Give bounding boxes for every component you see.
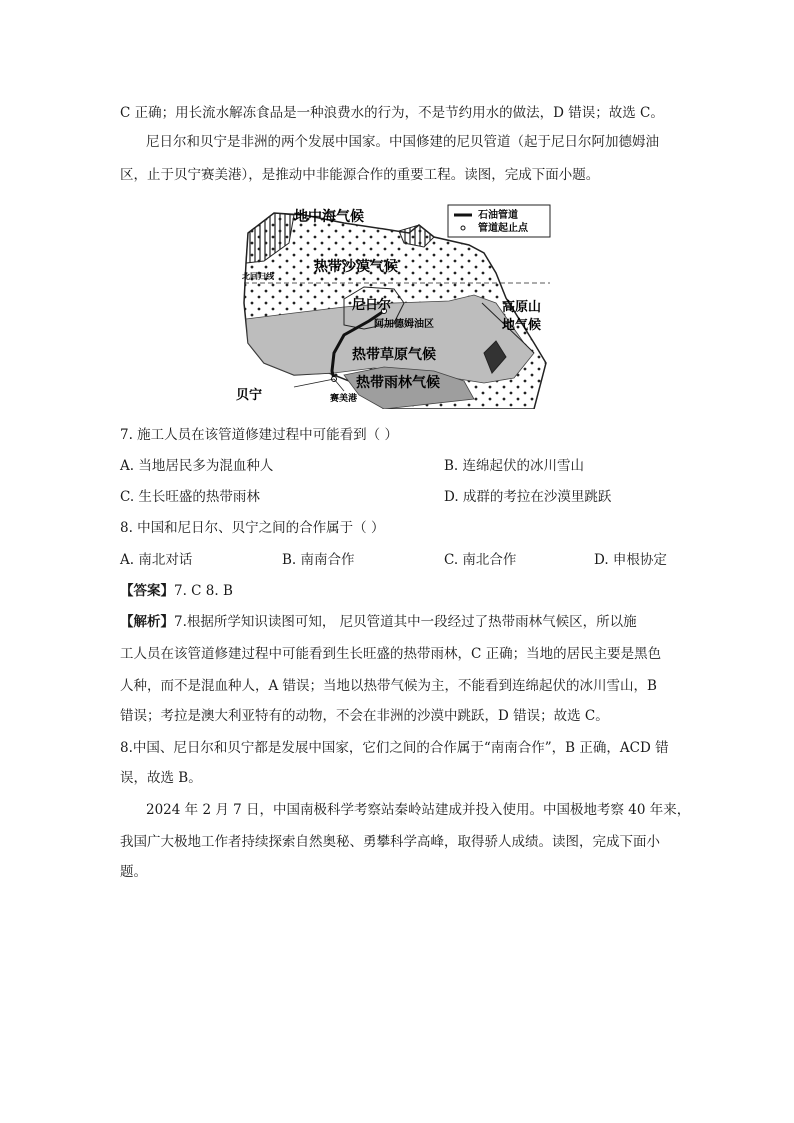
next-intro-line-2: 我国广大极地工作者持续探索自然奥秘、勇攀科学高峰，取得骄人成绩。读图，完成下面小 bbox=[120, 834, 660, 850]
savanna-label: 热带草原气候 bbox=[352, 347, 436, 363]
analysis-text-1: 7.根据所学知识读图可知， 尼贝管道其中一段经过了热带雨林气候区，所以施 bbox=[174, 614, 637, 630]
question-7-option-d: D. 成群的考拉在沙漠里跳跃 bbox=[444, 489, 612, 505]
question-7-stem: 7. 施工人员在该管道修建过程中可能看到（ ） bbox=[120, 427, 398, 443]
legend-points-label: 管道起止点 bbox=[478, 223, 528, 234]
tropic-label: 北回归线 bbox=[242, 272, 274, 281]
analysis-line-3: 人种，而不是混血种人，A 错误；当地以热带气候为主，不能看到连绵起伏的冰川雪山，B bbox=[120, 678, 657, 694]
question-8-option-a: A. 南北对话 bbox=[120, 552, 193, 568]
intro-line-2: 区，止于贝宁赛美港），是推动中非能源合作的重要工程。读图，完成下面小题。 bbox=[120, 167, 600, 183]
analysis-line-2: 工人员在该管道修建过程中可能看到生长旺盛的热带雨林，C 正确；当地的居民主要是黑色 bbox=[120, 646, 662, 662]
next-intro-line-1: 2024 年 2 月 7 日，中国南极科学考察站秦岭站建成并投入使用。中国极地考察 40 年来， bbox=[146, 802, 691, 818]
answer-label: 【答案】 bbox=[120, 583, 174, 599]
oilfield-label: 阿加德姆油区 bbox=[374, 319, 434, 330]
analysis-line-6: 误，故选 B。 bbox=[120, 770, 202, 786]
answer-line bbox=[120, 581, 233, 601]
question-7-option-b: B. 连绵起伏的冰川雪山 bbox=[444, 458, 585, 474]
analysis-line-4: 错误；考拉是澳大利亚特有的动物，不会在非洲的沙漠中跳跃，D 错误；故选 C。 bbox=[120, 708, 609, 724]
intro-line-1: 尼日尔和贝宁是非洲的两个发展中国家。中国修建的尼贝管道（起于尼日尔阿加德姆油 bbox=[146, 134, 659, 150]
answer-text: 7. C 8. B bbox=[174, 583, 233, 599]
analysis-label: 【解析】 bbox=[120, 614, 174, 630]
analysis-line-5: 8.中国、尼日尔和贝宁都是发展中国家，它们之间的合作属于“南南合作”，B 正确，ACD 错 bbox=[120, 740, 669, 756]
rainforest-label: 热带雨林气候 bbox=[356, 375, 440, 391]
desert-label: 热带沙漠气候 bbox=[314, 259, 398, 275]
benin-label: 贝宁 bbox=[236, 388, 263, 403]
port-label: 赛美港 bbox=[330, 394, 358, 404]
paragraph-text: C 正确；用长流水解冻食品是一种浪费水的行为，不是节约用水的做法，D 错误；故选 C。 bbox=[120, 105, 664, 121]
niger-label: 尼日尔 bbox=[352, 298, 392, 313]
plateau-label-line2: 地气候 bbox=[502, 318, 542, 333]
legend-pipeline-label: 石油管道 bbox=[478, 210, 518, 221]
legend-point-symbol bbox=[461, 226, 465, 230]
question-7-option-c: C. 生长旺盛的热带雨林 bbox=[120, 489, 260, 505]
analysis-line-1 bbox=[120, 612, 637, 632]
question-8-option-b: B. 南南合作 bbox=[282, 552, 355, 568]
question-8-stem: 8. 中国和尼日尔、贝宁之间的合作属于（ ） bbox=[120, 520, 385, 536]
mediterranean-label: 地中海气候 bbox=[294, 209, 364, 225]
question-7-option-a: A. 当地居民多为混血种人 bbox=[120, 458, 274, 474]
africa-climate-map bbox=[234, 203, 552, 409]
question-8-option-c: C. 南北合作 bbox=[444, 552, 517, 568]
next-intro-line-3: 题。 bbox=[120, 864, 147, 880]
plateau-label-line1: 高原山 bbox=[502, 300, 542, 315]
question-8-option-d: D. 申根协定 bbox=[594, 552, 667, 568]
